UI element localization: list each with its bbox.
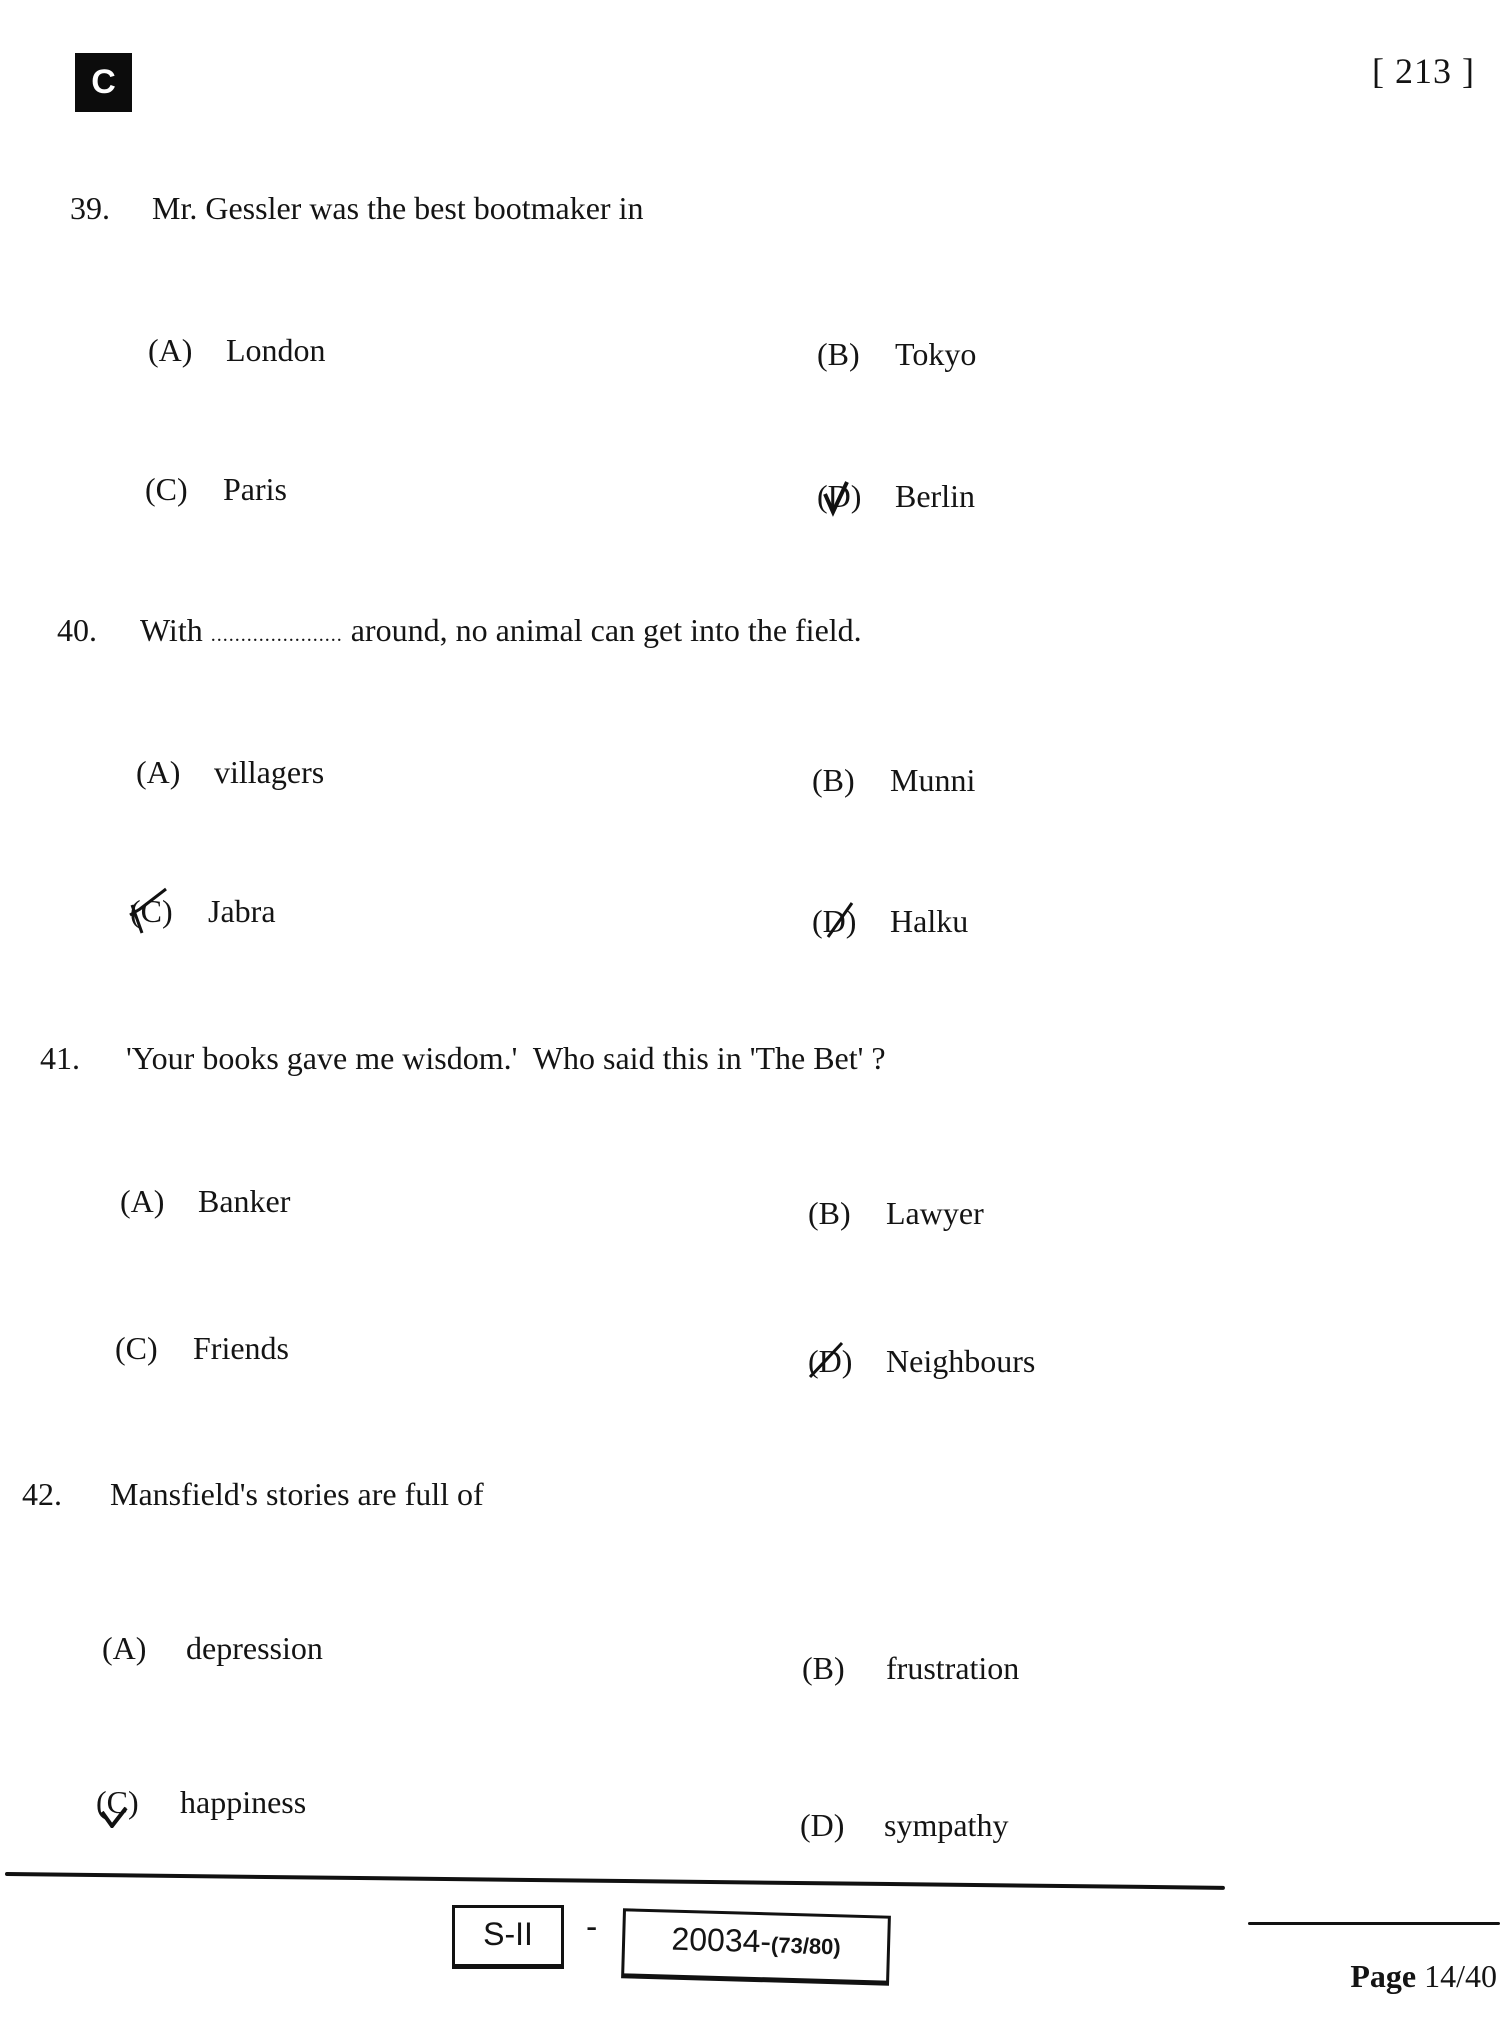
option-text: Banker (198, 1183, 291, 1219)
q42-option-b[interactable] (802, 1650, 1019, 1687)
q40-option-b[interactable] (812, 762, 975, 799)
question-text: Mansfield's stories are full of (110, 1476, 484, 1512)
question-number: 39. (70, 190, 110, 226)
q41-option-b[interactable] (808, 1195, 984, 1232)
footer-rule-tail (1248, 1922, 1500, 1925)
question-text-before: With (140, 612, 203, 648)
option-text: Lawyer (886, 1195, 984, 1231)
option-text: villagers (214, 754, 325, 790)
page-word: Page (1350, 1958, 1417, 1994)
q39-option-c[interactable] (145, 471, 287, 508)
option-label: (A) (120, 1183, 165, 1219)
answer-blank: ...................... (210, 624, 343, 646)
question-40 (57, 612, 862, 649)
paper-code: 20034- (671, 1920, 772, 1960)
option-label: (C) (115, 1330, 158, 1366)
q39-option-a[interactable] (148, 332, 326, 369)
option-text: sympathy (884, 1807, 1009, 1843)
q40-option-d[interactable] (812, 903, 968, 940)
paper-code-box (621, 1908, 891, 1985)
series-box: S-II (452, 1905, 564, 1969)
page-code: [ 213 ] (1372, 51, 1475, 91)
option-text: Paris (223, 471, 287, 507)
question-text: Mr. Gessler was the best bootmaker in (152, 190, 644, 226)
option-text: London (226, 332, 326, 368)
option-label: (D) (800, 1807, 845, 1843)
q40-option-a[interactable] (136, 754, 324, 791)
option-text: Halku (890, 903, 969, 939)
q39-option-b[interactable] (817, 336, 976, 373)
q42-option-c[interactable] (96, 1784, 306, 1821)
option-text: Friends (193, 1330, 289, 1366)
option-label: (C) (130, 893, 208, 930)
option-label: (B) (808, 1195, 851, 1231)
question-41 (40, 1040, 886, 1077)
option-label: (A) (136, 754, 181, 790)
footer-rule (5, 1872, 1225, 1890)
option-label: (D) (817, 478, 895, 515)
question-text-after: around, no animal can get into the field. (350, 612, 862, 648)
q39-option-d[interactable] (817, 478, 975, 515)
q41-option-d[interactable] (808, 1343, 1035, 1380)
paper-code-sub: (73/80) (770, 1932, 842, 1960)
question-text: 'Your books gave me wisdom.' Who said this in 'The Bet' ? (126, 1040, 886, 1076)
q41-option-a[interactable] (120, 1183, 290, 1220)
option-label: (A) (102, 1630, 147, 1666)
option-text: frustration (886, 1650, 1020, 1686)
option-text: happiness (180, 1784, 307, 1820)
page-number (1350, 1958, 1497, 1995)
question-number: 41. (40, 1040, 80, 1076)
q42-option-d[interactable] (800, 1807, 1008, 1844)
set-badge: C (75, 53, 132, 112)
footer-separator: - (586, 1908, 598, 1946)
question-number: 40. (57, 612, 97, 648)
option-text: Tokyo (895, 336, 977, 372)
question-39 (70, 190, 643, 227)
q41-option-c[interactable] (115, 1330, 289, 1367)
option-text: Berlin (895, 478, 975, 514)
option-label: (B) (812, 762, 855, 798)
option-text: Jabra (208, 893, 276, 929)
option-text: Munni (890, 762, 976, 798)
option-label: (D) (808, 1343, 886, 1380)
option-text: Neighbours (886, 1343, 1036, 1379)
option-label: (B) (817, 336, 860, 372)
question-number: 42. (22, 1476, 62, 1512)
question-42 (22, 1476, 484, 1513)
option-label: (B) (802, 1650, 845, 1686)
option-text: depression (186, 1630, 323, 1666)
q42-option-a[interactable] (102, 1630, 323, 1667)
option-label: (C) (145, 471, 188, 507)
option-label: (C) (96, 1784, 180, 1821)
option-label: (A) (148, 332, 193, 368)
option-label: (D) (812, 903, 890, 940)
q40-option-c[interactable] (130, 893, 276, 930)
page-count: 14/40 (1424, 1958, 1497, 1994)
